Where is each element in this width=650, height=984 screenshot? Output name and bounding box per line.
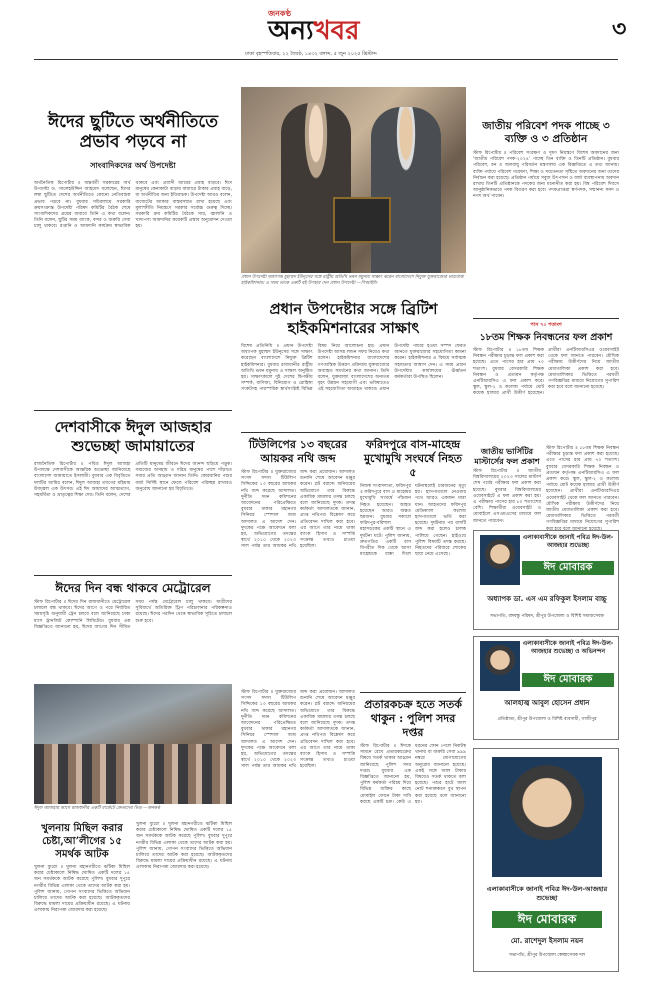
ad-2-banner: ঈদ মোবারক [522,673,614,687]
story-eid-greetings [34,418,232,568]
divider-3 [241,432,466,433]
police-body: স্টাফ রিপোর্টার ॥ ঈদকে সামনে রেখে প্রতারকচক্রের বিষয়ে সতর্ক থাকার আহ্বান জানিয়েছে পুলিশ সদর দপ্তর। বুধবার এক বিজ্ঞপ্তিতে জানানো হয়, পুলিশ কর্মকর্তা পরিচয় দিয়ে বিভিন্ন ব্যক্তির কাছে মোবাইল ফোনে টাকা দাবি করছে একটি চক্র। কেউ এ ধরনের ফোন পেলে নিকটস্থ থানায় বা জরুরি সেবা ৯৯৯ নম্বরে যোগাযোগের অনুরোধ জানানো হয়েছে। একই সঙ্গে জাল টাকার বিষয়েও সতর্ক থাকতে বলা হয়েছে। পশুর হাটে জাল নোট শনাক্তকরণ বুথ স্থাপন করা হয়েছে বলে জানানো হয়। [360,744,466,805]
ad-1-title: সভাপতি, বঙ্গবন্ধু পরিষদ, শ্রীপুর উপজেলা ও বিশিষ্ট সমাজসেবক [490,614,604,619]
british-body: বিশেষ প্রতিনিধি ॥ প্রধান উপদেষ্টা অধ্যাপক মুহাম্মদ ইউনূসের সঙ্গে সাক্ষাৎ করেছেন বাংলাদেশে নিযুক্ত ব্রিটিশ হাইকমিশনার। বুধবার রাজধানীর রাষ্ট্রীয় অতিথি ভবন যমুনায় এ সাক্ষাৎ অনুষ্ঠিত হয়। সাক্ষাৎকালে দুই দেশের দ্বিপক্ষীয় সম্পর্ক, বাণিজ্য, বিনিয়োগ ও রোহিঙ্গা সংকটসহ পারস্পরিক স্বার্থসংশ্লিষ্ট বিভিন্ন বিষয় নিয়ে আলোচনা হয়। প্রধান উপদেষ্টা আসন্ন লন্ডন সফর নিয়েও কথা বলেন। হাইকমিশনার বাংলাদেশের গণতান্ত্রিক উত্তরণ প্রক্রিয়ায় যুক্তরাজ্যের অব্যাহত সমর্থনের কথা জানান। তিনি বলেন, যুক্তরাজ্য বাংলাদেশের অন্যতম বৃহৎ উন্নয়ন সহযোগী এবং ভবিষ্যতেও এই সহযোগিতা অব্যাহত থাকবে। প্রধান উপদেষ্টা পাচার হওয়া সম্পদ ফেরত আনতে যুক্তরাজ্যের সহযোগিতা কামনা করেন। হাইকমিশনার এ বিষয়ে সর্বাত্মক সহায়তার আশ্বাস দেন। এ সময় প্রধান উপদেষ্টার কার্যালয়ের ঊর্ধ্বতন কর্মকর্তারা উপস্থিত ছিলেন। [241,344,466,393]
page-number: ৩ [612,17,627,42]
main-photo [241,87,466,273]
story-masters [473,446,541,526]
faridpur-body: নিজস্ব সংবাদদাতা, ফরিদপুর ॥ ফরিদপুরে বাস ও মাহেন্দ্রর মুখোমুখি সংঘর্ষে পাঁচজন নিহত হয়েছেন। আহত হয়েছেন আরও অন্তত ছয়জন। বুধবার সকালে ফরিদপুর-বরিশাল মহাসড়কের একটি স্থানে এ দুর্ঘটনা ঘটে। পুলিশ জানায়, দ্রুতগতির একটি বাস বিপরীত দিক থেকে আসা মাহেন্দ্রকে ধাক্কা দিলে ঘটনাস্থলেই চারজনের মৃত্যু হয়। হাসপাতালে নেওয়ার পথে আরও একজন মারা যান। আহতদের ফরিদপুর মেডিক্যাল কলেজ হাসপাতালে ভর্তি করা হয়েছে। দুর্ঘটনার পর বাসটি জব্দ করা হলেও চালক পালিয়ে গেছেন। হাইওয়ে পুলিশ বিষয়টি তদন্ত করছে। নিহতদের পরিবারে শোকের ছায়া নেমে এসেছে। [360,484,466,558]
ad-1-banner: ঈদ মোবারক [522,561,614,575]
khulna-headline: খুলনায় মিছিল করার চেষ্টা,আ’লীগের ১৫ সমর্থক আটক [41,823,123,860]
metro-photo-caption: ঈদুল আজহার আগে রাজধানীর একটি মার্কেটে ক্রেতাদের ভিড় —জনকণ্ঠ [34,806,161,811]
divider-5 [473,318,619,319]
police-headline: প্রতারকচক্র হতে সতর্ক থাকুন : পুলিশ সদর দপ্তর [364,698,462,739]
divider-4 [360,692,466,693]
photo-person-left [281,103,351,273]
main-photo-caption: প্রধান উপদেষ্টা অধ্যাপক মুহাম্মদ ইউনূসের সঙ্গে রাষ্ট্রীয় অতিথি ভবন যমুনায় সাক্ষাৎ করেন বাংলাদেশে নিযুক্ত যুক্তরাজ্যের ভারপ্রাপ্ত হাইকমিশনার। এ সময় তাকে একটি বই উপহার দেন প্রধান উপদেষ্টা —পিআইডি [241,275,464,286]
masthead-title-right: খবর [313,16,360,46]
khulna-body-right: খুলনা ব্যুরো ॥ খুলনা মহানগরীতে ঝটিকা মিছিল করার চেষ্টাকালে নিষিদ্ধ ঘোষিত একটি দলের ১৫ জন সমর্থককে আটক করেছে পুলিশ। বুধবার দুপুরে নগরীর বিভিন্ন এলাকা থেকে তাদের আটক করা হয়। পুলিশ জানায়, গোপন সংবাদের ভিত্তিতে অভিযান চালিয়ে তাদের আটক করা হয়েছে। আটককৃতদের বিরুদ্ধে মামলা দায়ের প্রক্রিয়াধীন রয়েছে। এ ঘটনায় এলাকায় নিরাপত্তা জোরদার করা হয়েছে। [136,822,232,871]
divider-1 [34,410,232,411]
faridpur-headline: ফরিদপুরে বাস-মাহেন্দ্র মুখোমুখি সংঘর্ষে নিহত ৫ [363,438,463,479]
lead-story [34,112,232,402]
env-body: স্টাফ রিপোর্টার ॥ পরিবেশ সংরক্ষণ ও দূষণ নিয়ন্ত্রণে বিশেষ অবদানের জন্য ‘জাতীয় পরিবেশ পদক-২০২৪’ পাচ্ছে তিন ব্যক্তি ও তিনটি প্রতিষ্ঠান। বুধবার পরিবেশ, বন ও জলবায়ু পরিবর্তন মন্ত্রণালয় এক বিজ্ঞপ্তিতে এ তথ্য জানায়। ব্যক্তি পর্যায়ে পরিবেশ গবেষণা, শিক্ষা ও সচেতনতা সৃষ্টিতে অবদানের জন্য তাদের নির্বাচন করা হয়েছে। প্রতিষ্ঠান পর্যায়ে সবুজ উৎপাদন ও বর্জ্য ব্যবস্থাপনায় অবদান রাখায় তিনটি প্রতিষ্ঠানকে পদকের জন্য মনোনীত করা হয়। বিশ্ব পরিবেশ দিবসে আনুষ্ঠানিকভাবে পদক বিতরণ করা হবে। পদকপ্রাপ্তরা স্বর্ণপদক, সম্মাননা সনদ ও নগদ অর্থ পাবেন। [473,151,619,200]
story-teachers [473,322,619,442]
photo-book [333,197,391,243]
photo-person-right [371,107,441,273]
crowd-shape [34,744,232,804]
ad-1-portrait [480,535,520,585]
masthead [0,0,650,60]
masthead-title [268,16,359,46]
ad-3-name: মো. রাশেদুল ইসলাম নয়ন [510,937,584,945]
ad-3-banner: ঈদ মোবারক [492,911,602,928]
khulna-body: খুলনা ব্যুরো ॥ খুলনা মহানগরীতে ঝটিকা মিছিল করার চেষ্টাকালে নিষিদ্ধ ঘোষিত একটি দলের ১৫ জন সমর্থককে আটক করেছে পুলিশ। বুধবার দুপুরে নগরীর বিভিন্ন এলাকা থেকে তাদের আটক করা হয়। পুলিশ জানায়, গোপন সংবাদের ভিত্তিতে অভিযান চালিয়ে তাদের আটক করা হয়েছে। আটককৃতদের বিরুদ্ধে মামলা দায়ের প্রক্রিয়াধীন রয়েছে। এ ঘটনায় এলাকায় নিরাপত্তা জোরদার করা হয়েছে। [34,865,130,914]
story-metro [34,580,232,680]
story-env [473,120,619,310]
metro-headline: ঈদের দিন বন্ধ থাকবে মেট্রোরেল [55,581,211,595]
metro-photo [34,684,232,804]
ad-1 [473,530,619,630]
teachers-kicker: পাস ৭০ শতাংশ [530,322,562,328]
story-khulna [34,822,232,972]
lead-headline: ঈদের ছুটিতে অর্থনীতিতে প্রভাব পড়বে না [47,112,218,152]
masthead-pretitle: জনকণ্ঠ [268,8,292,18]
env-headline: জাতীয় পরিবেশ পদক পাচ্ছে ৩ ব্যক্তি ও ৩ প্রতিষ্ঠান [482,120,610,145]
tulip-body: স্টাফ রিপোর্টার ॥ যুক্তরাজ্যের সংসদ সদস্য টিউলিপ সিদ্দিকের ১৩ বছরের আয়কর নথি জব্দ করেছে আদালত। দুর্নীতি দমন কমিশনের আবেদনের পরিপ্রেক্ষিতে বুধবার ঢাকার মহানগর সিনিয়র স্পেশাল জজ আদালত এ আদেশ দেন। দুদকের পক্ষে আবেদনে বলা হয়, অভিযোগের তদন্তের স্বার্থে ২০১০ থেকে ২০২৩ সাল পর্যন্ত তার আয়কর নথি জব্দ করা প্রয়োজন। আদালত শুনানি শেষে আবেদন মঞ্জুর করেন। প্লট বরাদ্দে অনিয়মের অভিযোগে তার বিরুদ্ধে একাধিক মামলার তদন্ত চলছে বলে জানিয়েছে দুদক। তদন্ত কর্মকর্তা আদালতকে জানান, প্রাপ্ত নথিপত্র বিশ্লেষণ করে প্রতিবেদন দাখিল করা হবে। এর আগে তার নামে থাকা ব্যাংক হিসাব ও সম্পত্তি সংক্রান্ত তথ্যও চাওয়া হয়েছিল। [241,470,355,550]
masters-headline: জাতীয় ভার্সিটির মাস্টার্সের ফল প্রকাশ [474,446,540,466]
ad-3-top: এলাকাবাসীকে জানাই পবিত্র ঈদ-উল-আজহার শুভেচ্ছা [486,885,608,902]
story-faridpur [360,438,466,688]
story-police [360,698,466,968]
ad-2 [473,636,619,740]
story-british [241,300,466,430]
ad-2-name: আলহাজ্ব আবুল হোসেন প্রধান [504,699,590,707]
teachers-continued: স্টাফ রিপোর্টার ॥ ১৮তম শিক্ষক নিবন্ধন পরীক্ষার চূড়ান্ত ফল প্রকাশ করা হয়েছে। এতে পাসের হার প্রায় ৭০ শতাংশ। বুধবার বেসরকারি শিক্ষক নিবন্ধন ও প্রত্যয়ন কর্তৃপক্ষ এনটিআরসিএ এ ফল প্রকাশ করে। স্কুল, স্কুল-২ ও কলেজ পর্যায়ে মোট কয়েক হাজার প্রার্থী উত্তীর্ণ হয়েছেন। প্রার্থীরা এনটিআরসিএর ওয়েবসাইট থেকে ফল জানতে পারবেন। মৌখিক পরীক্ষায় উত্তীর্ণদের নিয়ে জাতীয় মেধাতালিকা প্রকাশ করা হবে। মেধাতালিকার ভিত্তিতে পরবর্তী গণবিজ্ঞপ্তির মাধ্যমে নিয়োগের সুপারিশ [546,446,619,526]
lead-subhead: সাংবাদিকদের অর্থ উপদেষ্টা [90,161,176,170]
ad-1-name: অধ্যাপক ডা. এস এম রফিকুল ইসলাম বাচ্চু [487,595,607,603]
khulna-body-left [34,822,130,972]
tulip-continued: স্টাফ রিপোর্টার ॥ যুক্তরাজ্যের সংসদ সদস্য টিউলিপ সিদ্দিকের ১৩ বছরের আয়কর নথি জব্দ করেছে আদালত। দুর্নীতি দমন কমিশনের আবেদনের পরিপ্রেক্ষিতে বুধবার ঢাকার মহানগর সিনিয়র স্পেশাল জজ আদালত এ আদেশ দেন। দুদকের পক্ষে আবেদনে বলা হয়, অভিযোগের তদন্তের স্বার্থে ২০১০ থেকে ২০২৩ সাল পর্যন্ত তার আয়কর নথি জব্দ করা প্রয়োজন। আদালত শুনানি শেষে আবেদন মঞ্জুর করেন। প্লট বরাদ্দে অনিয়মের অভিযোগে তার বিরুদ্ধে একাধিক মামলার তদন্ত চলছে বলে জানিয়েছে দুদক। তদন্ত কর্মকর্তা আদালতকে জানান, প্রাপ্ত নথিপত্র বিশ্লেষণ করে প্রতিবেদন দাখিল করা হবে। এর আগে তার নামে থাকা ব্যাংক হিসাব ও সম্পত্তি সংক্রান্ত তথ্যও চাওয়া হয়েছিল। [241,690,355,770]
divider-2 [34,575,232,576]
lead-body: অর্থনৈতিক রিপোর্টার ॥ অন্তর্বর্তী সরকারের অর্থ উপদেষ্টা ড. সালেহউদ্দিন আহমেদ বলেছেন, ঈদের লম্বা ছুটিতে দেশের অর্থনীতিতে কোনো নেতিবাচক প্রভাব পড়বে না। বুধবার সচিবালয়ে সরকারি ক্রয়সংক্রান্ত উপদেষ্টা পরিষদ কমিটির বৈঠক শেষে সাংবাদিকদের প্রশ্নের জবাবে তিনি এ কথা বলেন। তিনি বলেন, ছুটির সময় ব্যাংক, বন্দর ও জরুরি সেবা চালু থাকবে। রপ্তানি ও আমদানি কার্যক্রম স্বাভাবিক থাকবে এবং প্রবাসী আয়ের প্রবাহ বাড়বে। ঈদে মানুষের কেনাকাটা বাড়ায় বাজারে টাকার প্রবাহ বাড়ে, যা অর্থনীতির জন্য ইতিবাচক। উপদেষ্টা আরও বলেন, বাজেটের আকার বাস্তবসম্মত রাখা হয়েছে এবং মূল্যস্ফীতি নিয়ন্ত্রণে সরকার সর্বোচ্চ গুরুত্ব দিচ্ছে। সরকারি ক্রয় কমিটির বৈঠকে সার, জ্বালানি ও খাদ্যপণ্য আমদানির কয়েকটি প্রস্তাব অনুমোদন দেওয়া হয়। [34,181,232,230]
story-tulip [241,438,355,688]
teachers-headline: ১৮তম শিক্ষক নিবন্ধনের ফল প্রকাশ [479,332,613,343]
masthead-title-left: অন্য [268,16,314,46]
ad-3 [473,748,619,972]
masters-body: স্টাফ রিপোর্টার ॥ জাতীয় বিশ্ববিদ্যালয়ের ২০২৩ সালের মাস্টার্স শেষ পর্বের পরীক্ষার ফল প্রকাশ করা হয়েছে। বুধবার বিশ্ববিদ্যালয়ের ওয়েবসাইটে এ ফল প্রকাশ করা হয়। এ পরীক্ষায় পাসের হার ৮০ শতাংশের বেশি। শিক্ষার্থীরা ওয়েবসাইট ও মোবাইলে এসএমএসের মাধ্যমে ফল জানতে পারবেন। [473,469,541,524]
tulip-headline: টিউলিপের ১৩ বছরের আয়কর নথি জব্দ [248,438,348,465]
british-headline: প্রধান উপদেষ্টার সঙ্গে ব্রিটিশ হাইকমিশনারের সাক্ষাৎ [269,300,438,337]
ad-3-portrait [492,757,602,877]
ad-2-portrait [480,641,520,691]
ad-2-title: প্রতিষ্ঠাতা, শ্রীপুর উপজেলা ও বিশিষ্ট ব্যবসায়ী, গাজীপুর [497,717,597,722]
teachers-body: স্টাফ রিপোর্টার ॥ ১৮তম শিক্ষক নিবন্ধন পরীক্ষার চূড়ান্ত ফল প্রকাশ করা হয়েছে। এতে পাসের হার প্রায় ৭০ শতাংশ। বুধবার বেসরকারি শিক্ষক নিবন্ধন ও প্রত্যয়ন কর্তৃপক্ষ এনটিআরসিএ এ ফল প্রকাশ করে। স্কুল, স্কুল-২ ও কলেজ পর্যায়ে মোট কয়েক হাজার প্রার্থী উত্তীর্ণ হয়েছেন। প্রার্থীরা এনটিআরসিএর ওয়েবসাইট থেকে ফল জানতে পারবেন। মৌখিক পরীক্ষায় উত্তীর্ণদের নিয়ে জাতীয় মেধাতালিকা প্রকাশ করা হবে। মেধাতালিকার ভিত্তিতে পরবর্তী গণবিজ্ঞপ্তির মাধ্যমে নিয়োগের সুপারিশ করা হবে বলে জানানো হয়েছে। [473,348,619,397]
ad-1-top: এলাকাবাসীকে জানাই পবিত্র ঈদ-উল-আজহার শুভেচ্ছা [522,534,614,549]
ad-3-title: সভাপতি, শ্রীপুর উপজেলা স্বেচ্ছাসেবক দল [508,953,586,958]
eid-greetings-body: রাজনৈতিক রিপোর্টার ॥ পবিত্র ঈদুল আজহা উপলক্ষে দেশবাসীকে আন্তরিক শুভেচ্ছা জানিয়েছে বাংলাদেশ জামায়াতে ইসলামী। বুধবার এক বিবৃতিতে দলটির আমির বলেন, ঈদুল আজহা ত্যাগের মহিমায় উজ্জ্বল এক উৎসব। এই ঈদ আমাদের আত্মত্যাগ, সহমর্মিতা ও ভ্রাতৃত্বের শিক্ষা দেয়। তিনি বলেন, দেশের প্রতিটি মানুষের জীবনে ঈদের আনন্দ ছড়িয়ে পড়ুক। সমাজের অসহায় ও দরিদ্র মানুষের পাশে দাঁড়াতে সবার প্রতি আহ্বান জানান তিনি। কোরবানির পশুর বর্জ্য নির্দিষ্ট স্থানে ফেলে পরিবেশ পরিচ্ছন্ন রাখারও অনুরোধ জানানো হয় বিবৃতিতে। [34,462,232,499]
masthead-rule [34,59,618,60]
ad-2-top: এলাকাবাসীকে জানাই পবিত্র ঈদ-উল-আজহার শুভেচ্ছা ও অভিনন্দন [522,640,614,655]
eid-greetings-headline: দেশবাসীকে ঈদুল আজহার শুভেচ্ছা জামায়াতের [54,418,212,455]
metro-body: স্টাফ রিপোর্টার ॥ ঈদের দিন রাজধানীতে মেট্রোরেল চলাচল বন্ধ থাকবে। ঈদের আগে ও পরে নির্ধারিত সময়সূচি অনুযায়ী ট্রেন চলবে বলে জানিয়েছে ঢাকা ম্যাস ট্রানজিট কোম্পানি লিমিটেড। বুধবার এক বিজ্ঞপ্তিতে জানানো হয়, ঈদের আগের দিন সীমিত সময় পর্যন্ত মেট্রোরেল চালু থাকবে। যাত্রীদের সুবিধার্থে অতিরিক্ত ট্রিপ পরিচালনার পরিকল্পনাও রয়েছে। ঈদের পরদিন থেকে স্বাভাবিক সূচিতে চলাচল শুরু হবে। [34,600,232,630]
dateline: ঢাকা বৃহস্পতিবার, ২২ জ্যৈষ্ঠ, ১৪৩২ বঙ্গাব্দ, ৫ জুন ২০২৫ খ্রিস্টাব্দ [245,51,377,57]
